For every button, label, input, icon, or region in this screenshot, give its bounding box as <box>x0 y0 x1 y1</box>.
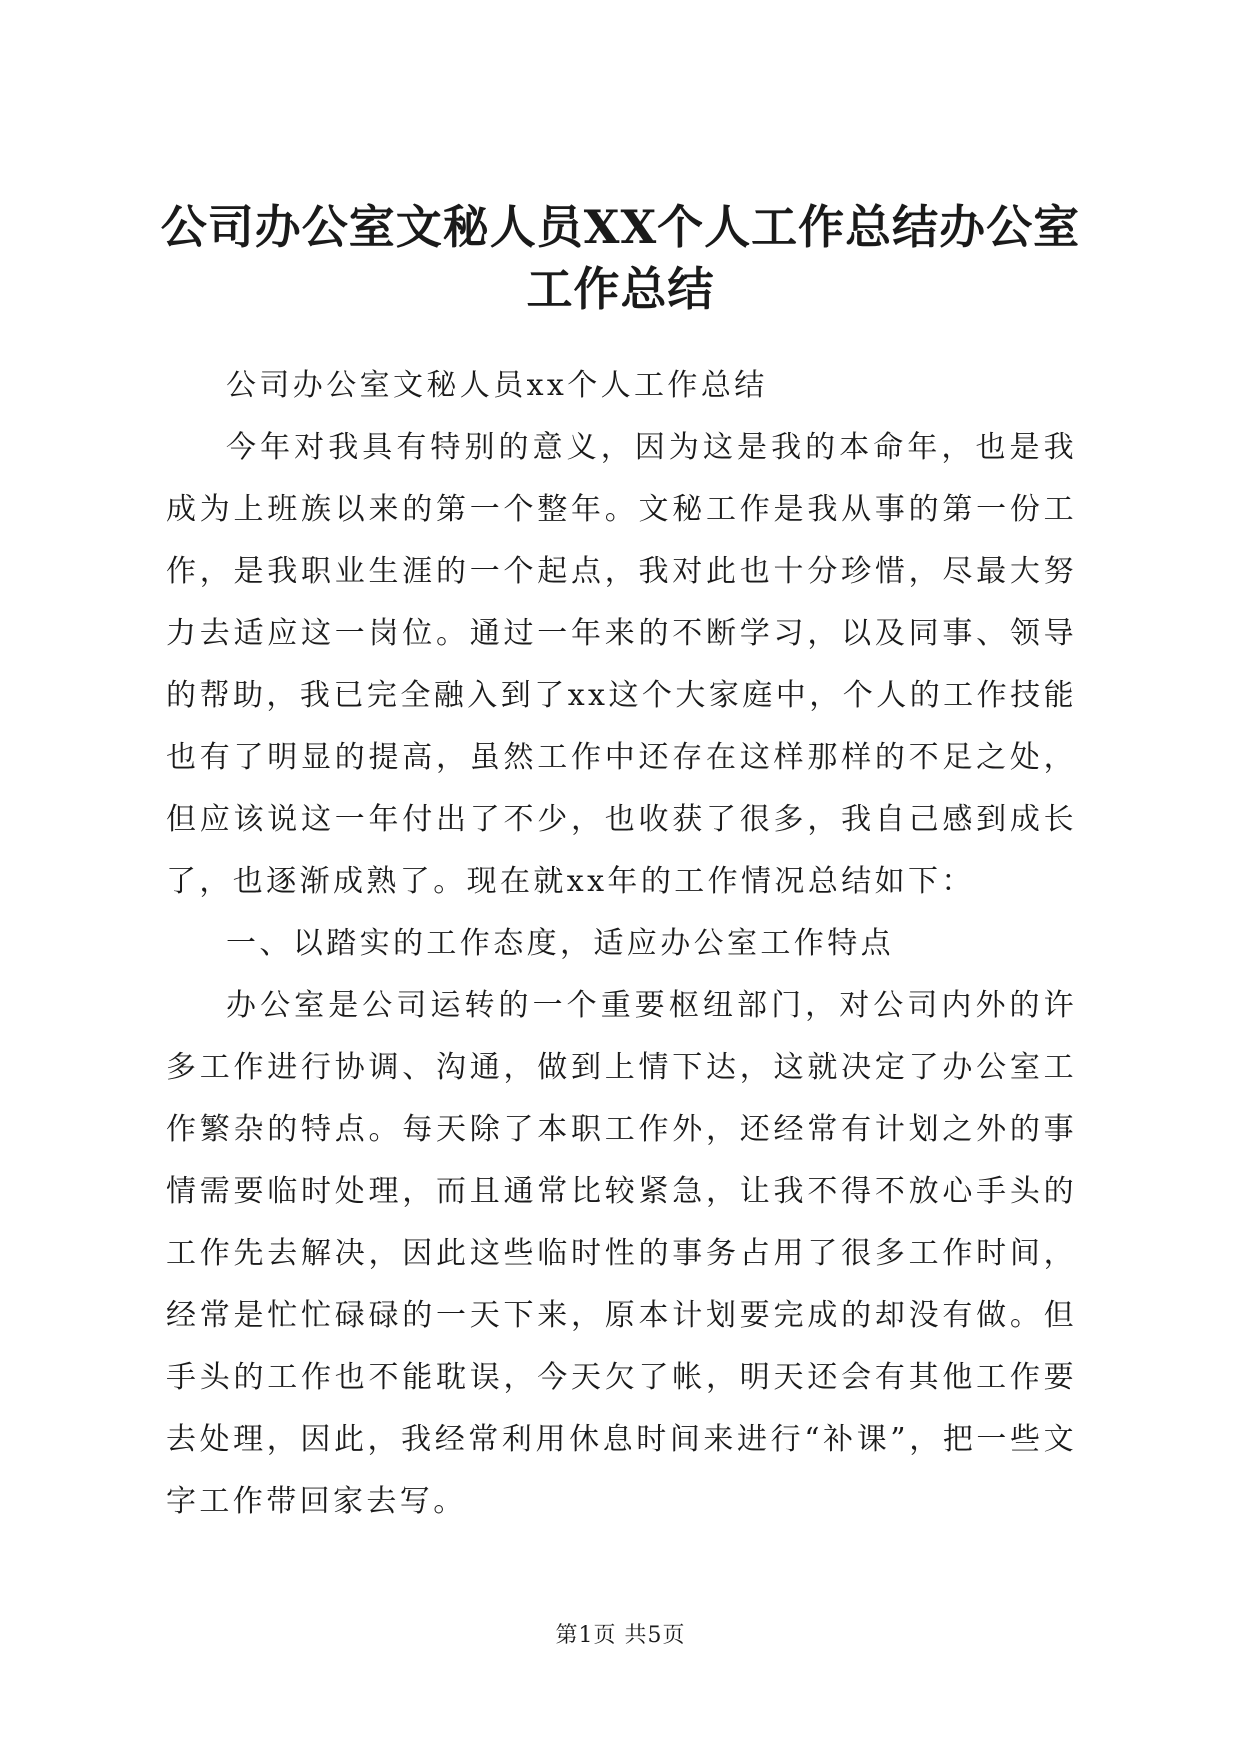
section-paragraph: 办公室是公司运转的一个重要枢纽部门，对公司内外的许多工作进行协调、沟通，做到上情下达，这就决定了办公室工作繁杂的特点。每天除了本职工作外，还经常有计划之外的事情需要临时处理，而且通常比较紧急，让我不得不放心手头的工作先去解决，因此这些临时性的事务占用了很多工作时间，经常是忙忙碌碌的一天下来，原本计划要完成的却没有做。但手头的工作也不能耽误，今天欠了帐，明天还会有其他工作要去处理，因此，我经常利用休息时间来进行“补课”，把一些文字工作带回家去写。 <box>166 988 1077 1519</box>
title-line-1: 公司办公室文秘人员XX个人工作总结办公室 <box>160 200 1081 254</box>
intro-paragraph: 今年对我具有特别的意义，因为这是我的本命年，也是我成为上班族以来的第一个整年。文秘工作是我从事的第一份工作，是我职业生涯的一个起点，我对此也十分珍惜，尽最大努力去适应这一岗位。通过一年来的不断学习，以及同事、领导的帮助，我已完全融入到了xx这个大家庭中，个人的工作技能也有了明显的提高，虽然工作中还存在这样那样的不足之处，但应该说这一年付出了不少，也收获了很多，我自己感到成长了，也逐渐成熟了。现在就xx年的工作情况总结如下： <box>166 430 1077 899</box>
section-heading: 一、以踏实的工作态度，适应办公室工作特点 <box>226 926 894 961</box>
document-body <box>166 355 1077 1533</box>
subtitle-paragraph: 公司办公室文秘人员xx个人工作总结 <box>226 368 768 403</box>
document-title <box>160 196 1081 320</box>
page-number-footer: 第1页 共5页 <box>555 1623 686 1648</box>
title-line-2: 工作总结 <box>526 262 715 316</box>
